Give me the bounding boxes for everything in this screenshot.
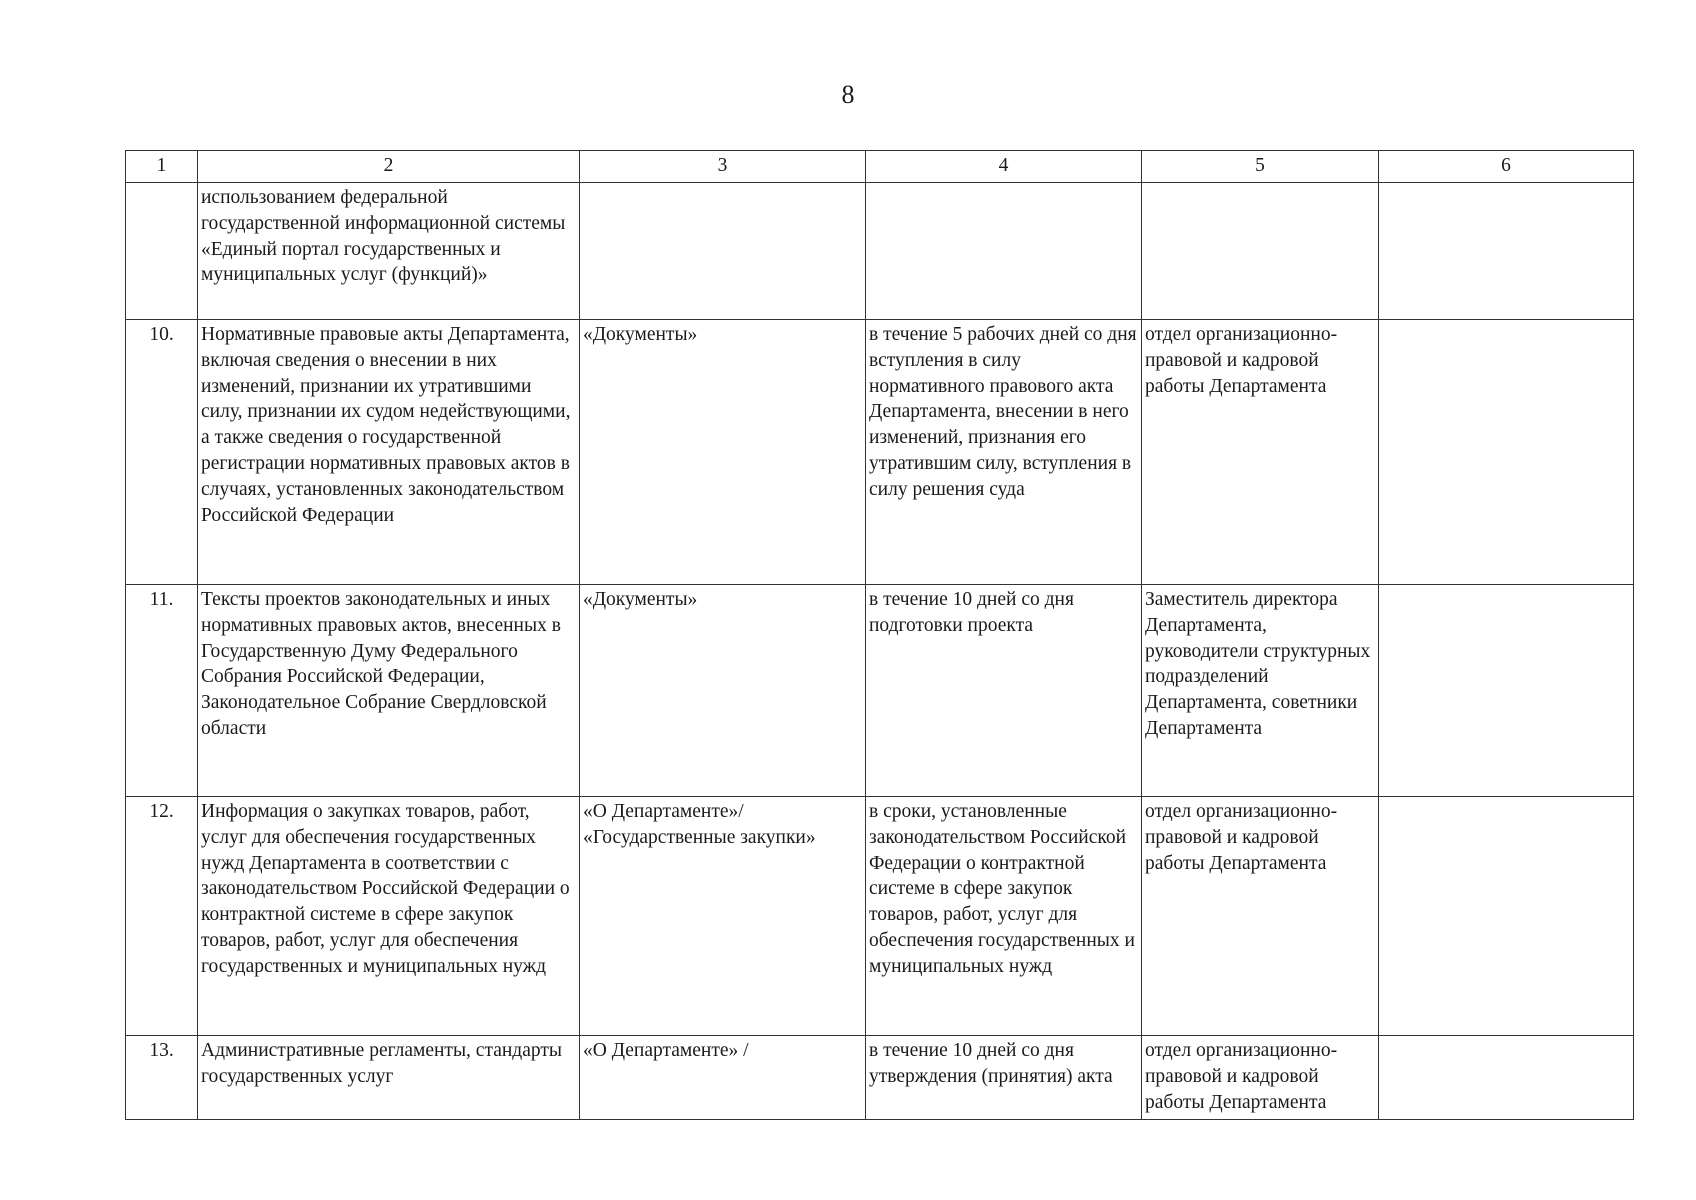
information-name-cell: Нормативные правовые акты Департамента, включая сведения о внесении в них изменений, признании их утратившими силу, признании их судом недействующими, а также сведения о государственной регистрации нормативных правовых актов в случаях, установленных законодательством Российской Федерации [198, 320, 580, 585]
deadline-cell: в течение 10 дней со дня утверждения (принятия) акта [866, 1036, 1142, 1120]
row-number: 12. [126, 797, 198, 1036]
column-number-4: 4 [866, 151, 1142, 183]
deadline-cell: в сроки, установленные законодательством Российской Федерации о контрактной системе в сфере закупок товаров, работ, услуг для обеспечения государственных и муниципальных нужд [866, 797, 1142, 1036]
table-row [126, 797, 1634, 1036]
table-row [126, 1036, 1634, 1120]
site-section-cell: «Документы» [580, 585, 866, 797]
note-cell [1379, 797, 1634, 1036]
note-cell [1379, 320, 1634, 585]
page-number: 8 [841, 80, 855, 109]
row-number: 13. [126, 1036, 198, 1120]
note-cell [1379, 183, 1634, 320]
responsible-cell: Заместитель директора Департамента, руководители структурных подразделений Департамента, советники Департамента [1142, 585, 1379, 797]
information-table [125, 150, 1634, 1120]
deadline-cell [866, 183, 1142, 320]
information-name-cell: использованием федеральной государственной информационной системы «Единый портал государственных и муниципальных услуг (функций)» [198, 183, 580, 320]
table-row [126, 585, 1634, 797]
responsible-cell [1142, 183, 1379, 320]
deadline-cell: в течение 10 дней со дня подготовки проекта [866, 585, 1142, 797]
table-row [126, 183, 1634, 320]
responsible-cell: отдел организационно-правовой и кадровой работы Департамента [1142, 320, 1379, 585]
deadline-cell: в течение 5 рабочих дней со дня вступления в силу нормативного правового акта Департамента, внесении в него изменений, признания его утратившим силу, вступления в силу решения суда [866, 320, 1142, 585]
column-number-1: 1 [126, 151, 198, 183]
information-name-cell: Тексты проектов законодательных и иных нормативных правовых актов, внесенных в Государственную Думу Федерального Собрания Российской Федерации, Законодательное Собрание Свердловской области [198, 585, 580, 797]
column-number-6: 6 [1379, 151, 1634, 183]
site-section-cell: «О Департаменте»/ «Государственные закупки» [580, 797, 866, 1036]
site-section-cell: «Документы» [580, 320, 866, 585]
responsible-cell: отдел организационно-правовой и кадровой работы Департамента [1142, 1036, 1379, 1120]
row-number [126, 183, 198, 320]
site-section-cell: «О Департаменте» / [580, 1036, 866, 1120]
column-number-2: 2 [198, 151, 580, 183]
information-name-cell: Административные регламенты, стандарты государственных услуг [198, 1036, 580, 1120]
column-number-3: 3 [580, 151, 866, 183]
note-cell [1379, 1036, 1634, 1120]
table-row [126, 320, 1634, 585]
table-header-row [126, 151, 1634, 183]
note-cell [1379, 585, 1634, 797]
row-number: 11. [126, 585, 198, 797]
row-number: 10. [126, 320, 198, 585]
responsible-cell: отдел организационно-правовой и кадровой работы Департамента [1142, 797, 1379, 1036]
site-section-cell [580, 183, 866, 320]
information-name-cell: Информация о закупках товаров, работ, услуг для обеспечения государственных нужд Департамента в соответствии с законодательством Российской Федерации о контрактной системе в сфере закупок товаров, работ, услуг для обеспечения государственных и муниципальных нужд [198, 797, 580, 1036]
column-number-5: 5 [1142, 151, 1379, 183]
